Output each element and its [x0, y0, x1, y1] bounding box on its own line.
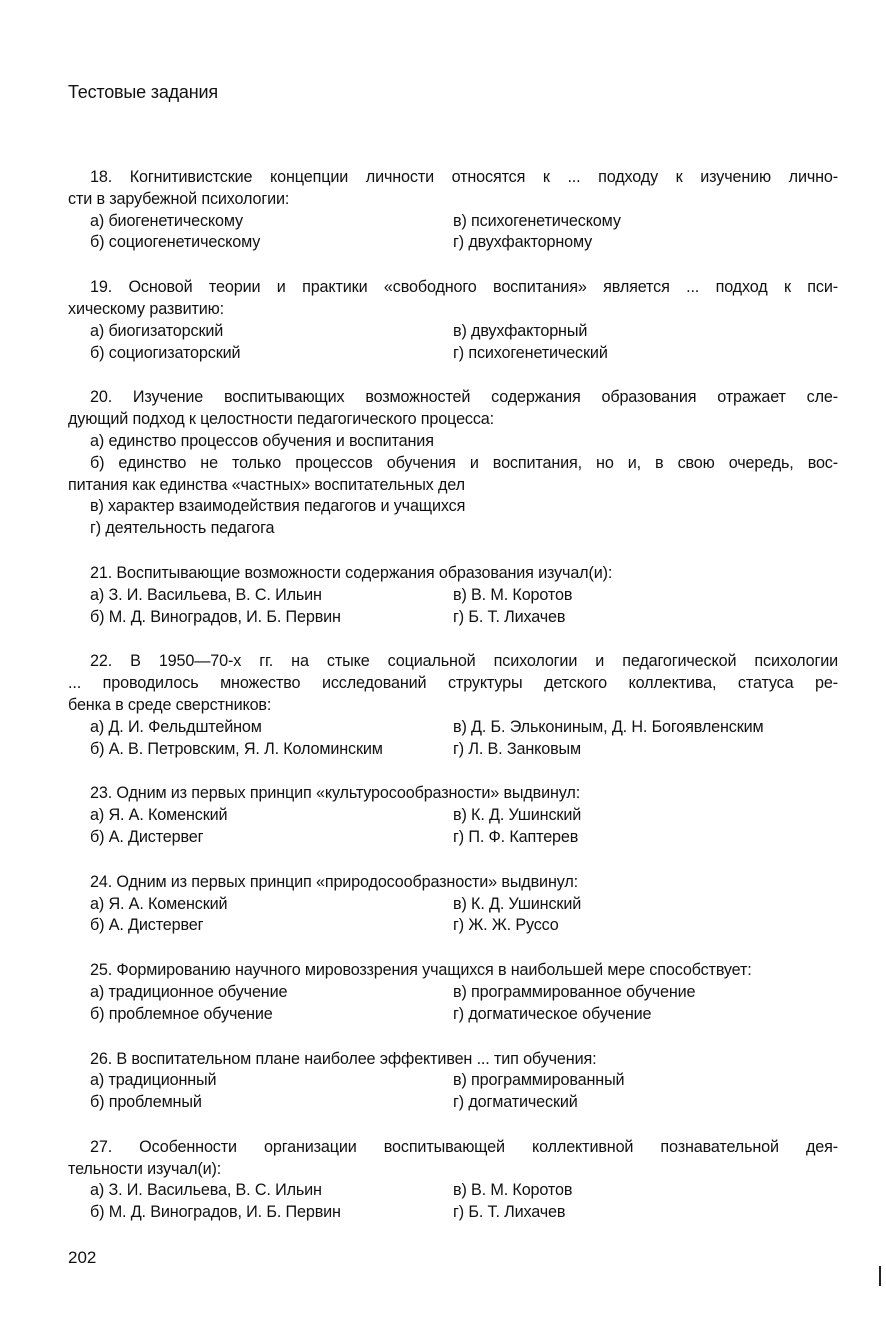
option-row	[68, 1092, 838, 1114]
answer-option: г) психогенетический	[453, 343, 608, 362]
option-row	[68, 343, 838, 365]
option-row	[68, 232, 838, 254]
answer-option: в) двухфакторный	[453, 321, 588, 340]
question-text-line: 18. Когнитивистские концепции личности относятся к ... подходу к изучению лично-	[90, 168, 838, 186]
answer-option: г) П. Ф. Каптерев	[453, 827, 579, 846]
answer-option: а) биогизаторский	[90, 321, 224, 340]
question-text-line: ... проводилось множество исследований структуры детского коллектива, статуса ре-	[68, 674, 838, 693]
option-row	[68, 894, 838, 916]
question-text-line: 21. Воспитывающие возможности содержания образования изучал(и):	[90, 563, 613, 582]
answer-option: а) традиционный	[90, 1071, 217, 1090]
answer-option	[68, 453, 838, 497]
question-item	[68, 167, 838, 254]
option-row	[68, 607, 838, 629]
question-text-line: 24. Одним из первых принцип «природосообразности» выдвинул:	[90, 872, 578, 891]
answer-option	[68, 431, 838, 453]
question-text-line: 26. В воспитательном плане наиболее эффективен ... тип обучения:	[90, 1049, 597, 1068]
answer-option: в) В. М. Коротов	[453, 1181, 573, 1200]
scan-mark	[879, 1266, 881, 1286]
question-text-line: хическому развитию:	[68, 299, 224, 318]
answer-option: в) В. М. Коротов	[453, 585, 573, 604]
question-item	[68, 387, 838, 540]
answer-option	[68, 496, 838, 518]
answer-option: г) догматическое обучение	[453, 1004, 652, 1023]
question-text-line: 25. Формированию научного мировоззрения учащихся в наибольшей мере способствует:	[90, 961, 752, 980]
answer-option: в) психогенетическому	[453, 211, 621, 230]
option-row	[68, 915, 838, 937]
question-item	[68, 1137, 838, 1224]
question-text-line: сти в зарубежной психологии:	[68, 189, 290, 208]
answer-option: б) социогизаторский	[90, 343, 241, 362]
answer-option-line: в) характер взаимодействия педагогов и учащихся	[90, 497, 466, 516]
answer-option: в) Д. Б. Элькониным, Д. Н. Богоявленским	[453, 717, 764, 736]
answer-option-line: г) деятельность педагога	[90, 519, 275, 538]
option-row	[68, 827, 838, 849]
answer-option: в) К. Д. Ушинский	[453, 894, 582, 913]
question-text-line: дующий подход к целостности педагогического процесса:	[68, 410, 495, 429]
answer-option: б) А. Дистервег	[90, 827, 204, 846]
answer-option: в) программированное обучение	[453, 982, 696, 1001]
answer-option: б) М. Д. Виноградов, И. Б. Первин	[90, 1203, 341, 1222]
answer-option	[68, 518, 838, 540]
option-row	[68, 1004, 838, 1026]
answer-option: а) Я. А. Коменский	[90, 806, 228, 825]
answer-option: б) социогенетическому	[90, 233, 261, 252]
answer-option: б) проблемный	[90, 1093, 202, 1112]
question-item	[68, 872, 838, 937]
question-item	[68, 277, 838, 364]
option-row	[68, 1202, 838, 1224]
answer-option: б) М. Д. Виноградов, И. Б. Первин	[90, 607, 341, 626]
question-item	[68, 563, 838, 628]
option-row	[68, 585, 838, 607]
question-item	[68, 651, 838, 760]
answer-option-line: а) единство процессов обучения и воспитания	[90, 431, 434, 450]
answer-option: г) догматический	[453, 1093, 578, 1112]
option-row	[68, 1070, 838, 1092]
question-text-line: 19. Основой теории и практики «свободного воспитания» является ... подход к пси-	[90, 278, 838, 297]
answer-option: б) А. Дистервег	[90, 916, 204, 935]
answer-option: г) Б. Т. Лихачев	[453, 1203, 566, 1222]
answer-option: б) проблемное обучение	[90, 1004, 273, 1023]
question-item	[68, 960, 838, 1025]
answer-option: г) Ж. Ж. Руссо	[453, 916, 559, 935]
answer-option: а) биогенетическому	[90, 211, 243, 230]
answer-option: б) А. В. Петровским, Я. Л. Коломинским	[90, 739, 383, 758]
option-row	[68, 982, 838, 1004]
option-row	[68, 321, 838, 343]
question-text-line: бенка в среде сверстников:	[68, 695, 272, 714]
question-text-line: 22. В 1950—70-х гг. на стыке социальной психологии и педагогической психологии	[90, 652, 838, 671]
answer-option-line: питания как единства «частных» воспитательных дел	[68, 475, 465, 494]
option-row	[68, 805, 838, 827]
question-text-line: 27. Особенности организации воспитывающей коллективной познавательной дея-	[90, 1137, 838, 1156]
answer-option: а) З. И. Васильева, В. С. Ильин	[90, 585, 322, 604]
answer-option: а) традиционное обучение	[90, 982, 288, 1001]
question-item	[68, 783, 838, 848]
question-text-line: тельности изучал(и):	[68, 1159, 222, 1178]
option-row	[68, 717, 838, 739]
option-row	[68, 1180, 838, 1202]
option-row	[68, 211, 838, 233]
answer-option: г) двухфакторному	[453, 233, 593, 252]
answer-option: а) Я. А. Коменский	[90, 894, 228, 913]
question-item	[68, 1049, 838, 1114]
answer-option: г) Л. В. Занковым	[453, 739, 582, 758]
question-text-line: 20. Изучение воспитывающих возможностей содержания образования отражает сле-	[90, 388, 838, 407]
question-text-line: 23. Одним из первых принцип «культуросообразности» выдвинул:	[90, 784, 581, 803]
running-header: Тестовые задания	[68, 82, 218, 102]
page-number: 202	[68, 1248, 97, 1267]
answer-option-line: б) единство не только процессов обучения и воспитания, но и, в свою очередь, вос-	[90, 453, 838, 472]
answer-option: в) программированный	[453, 1071, 625, 1090]
answer-option: г) Б. Т. Лихачев	[453, 607, 566, 626]
answer-option: а) З. И. Васильева, В. С. Ильин	[90, 1181, 322, 1200]
test-questions	[68, 167, 838, 1247]
answer-option: в) К. Д. Ушинский	[453, 806, 582, 825]
option-row	[68, 739, 838, 761]
answer-option: а) Д. И. Фельдштейном	[90, 717, 262, 736]
